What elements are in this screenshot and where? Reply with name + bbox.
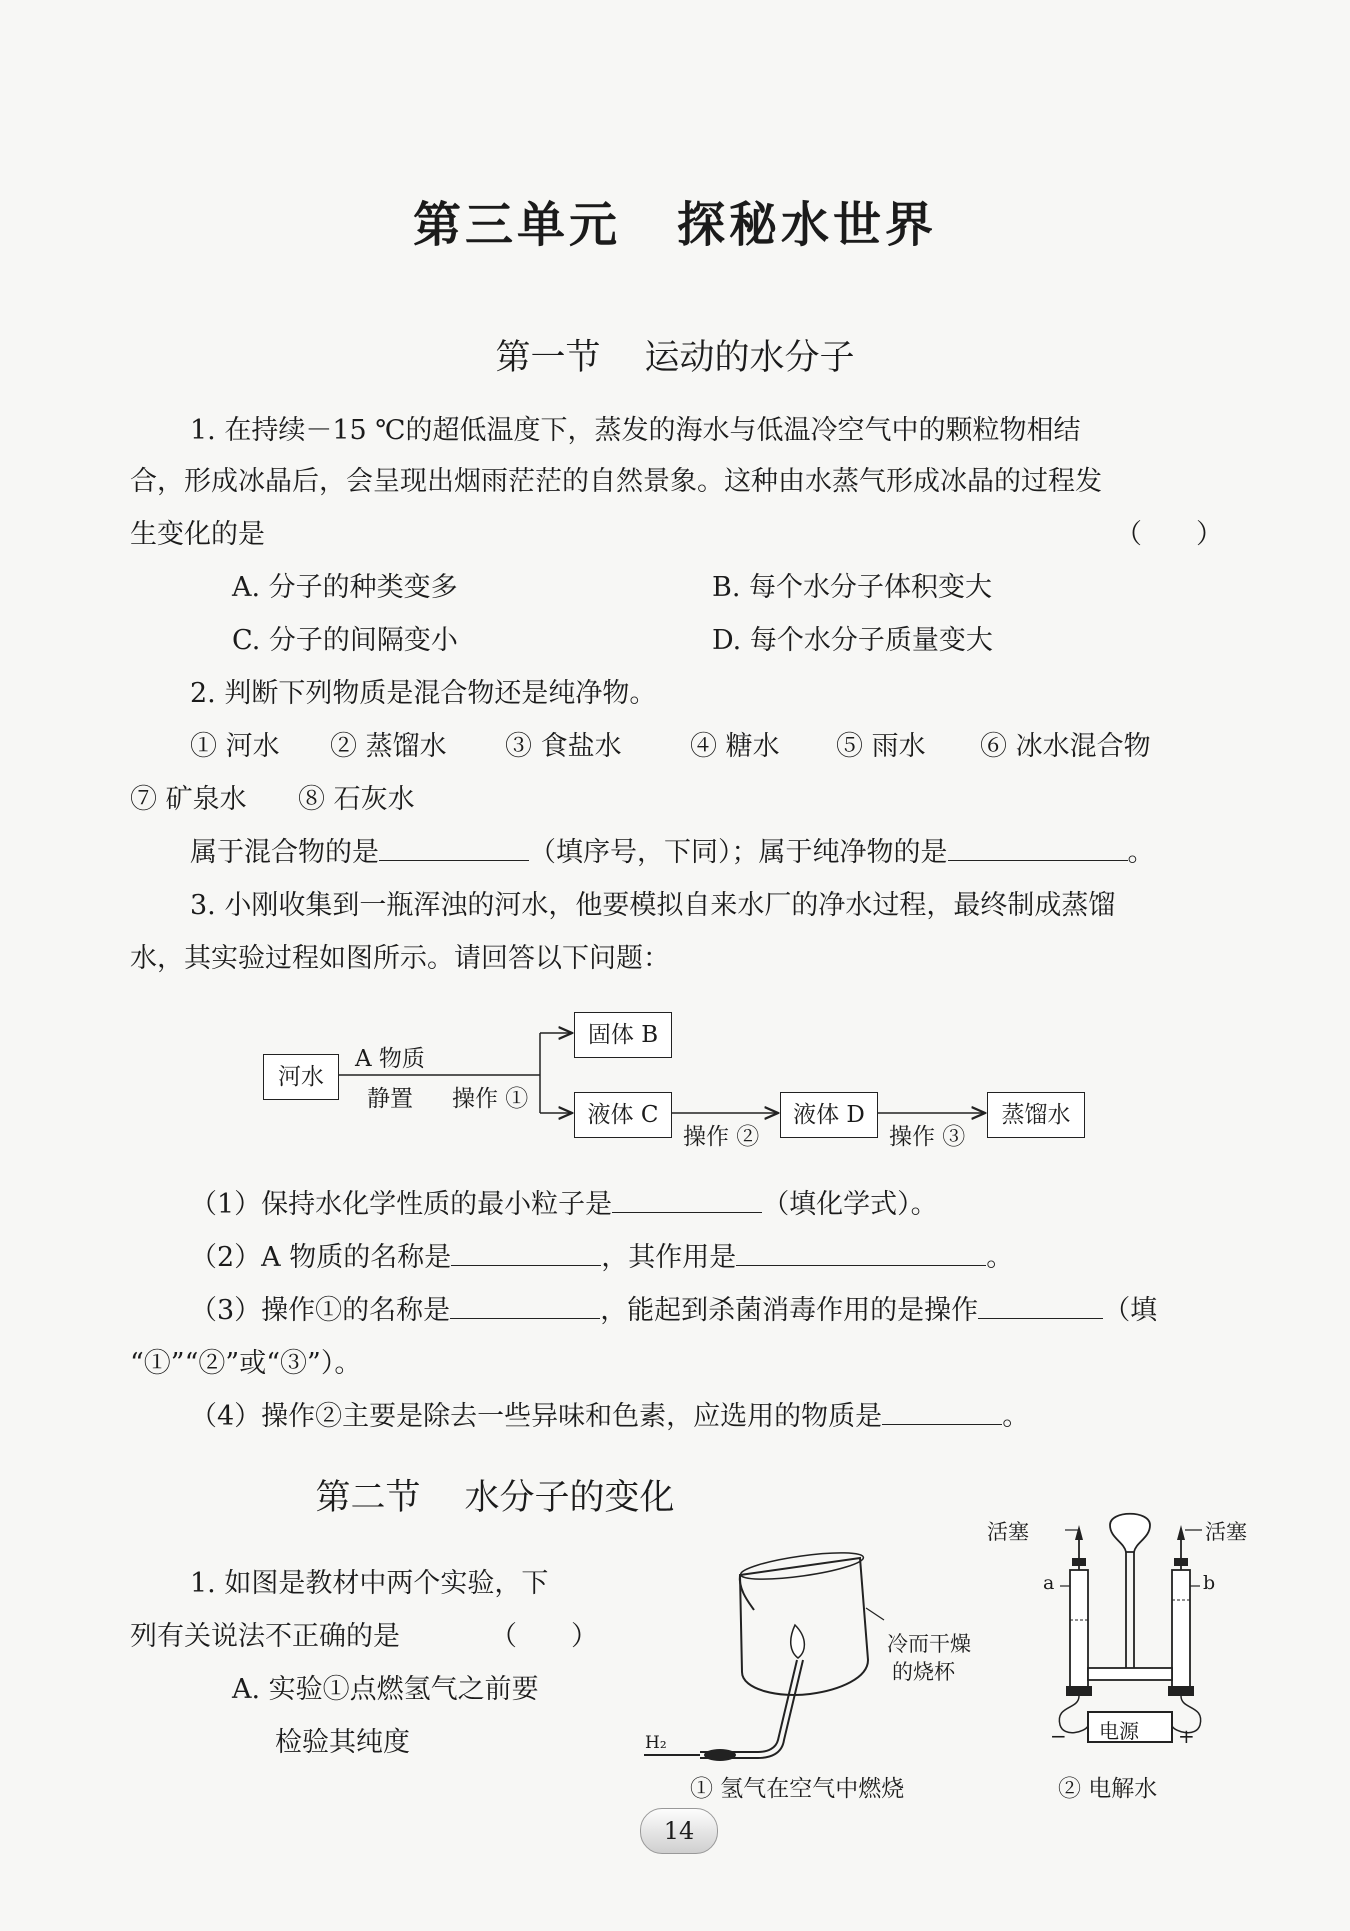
q3-sub4-end: 。 xyxy=(1002,1401,1030,1432)
s2q1-line1: 1. 如图是教材中两个实验，下 xyxy=(190,1568,549,1599)
q1-line2: 合，形成冰晶后，会呈现出烟雨茫茫的自然景象。这种由水蒸气形成冰晶的过程发 xyxy=(130,466,1102,497)
q2-fill-line xyxy=(190,834,1155,872)
flow-op3: 操作 ③ xyxy=(889,1124,966,1150)
beaker-label-line1: 冷而干燥 xyxy=(887,1632,971,1656)
negative-terminal: − xyxy=(1050,1724,1067,1748)
q1-line1: 1. 在持续－15 ℃的超低温度下，蒸发的海水与低温冷空气中的颗粒物相结 xyxy=(190,415,1081,446)
section-2-number: 第二节 xyxy=(315,1478,421,1518)
q2-item-3: ③ 食盐水 xyxy=(505,731,622,762)
q3-sub2-middle: ，其作用是 xyxy=(601,1242,737,1273)
q1-answer-paren[interactable]: （ ） xyxy=(1115,519,1223,550)
q3-sub3 xyxy=(190,1292,1157,1330)
q3-sub2-text: （2）A 物质的名称是 xyxy=(190,1242,452,1273)
q2-mixture-blank[interactable] xyxy=(379,834,529,861)
flow-distilled: 蒸馏水 xyxy=(987,1092,1085,1138)
q3-sub1-blank[interactable] xyxy=(612,1186,762,1213)
q1-option-c[interactable]: C. 分子的间隔变小 xyxy=(232,625,458,656)
q3-sub3-blank-name[interactable] xyxy=(450,1292,600,1319)
s2q1-line2: 列有关说法不正确的是 xyxy=(130,1621,400,1652)
q2-item-2: ② 蒸馏水 xyxy=(330,731,447,762)
q3-sub2-blank-role[interactable] xyxy=(736,1239,986,1266)
figure-1-caption: ① 氢气在空气中燃烧 xyxy=(690,1776,905,1802)
q3-sub3-middle: ，能起到杀菌消毒作用的是操作 xyxy=(600,1295,979,1326)
q3-sub2-end: 。 xyxy=(986,1242,1014,1273)
q2-line1: 2. 判断下列物质是混合物还是纯净物。 xyxy=(190,678,657,709)
s2q1-option-a-line2[interactable]: 检验其纯度 xyxy=(275,1727,410,1758)
q2-item-4: ④ 糖水 xyxy=(690,731,780,762)
page-number: 14 xyxy=(640,1808,718,1854)
q3-sub3-text: （3）操作①的名称是 xyxy=(190,1295,451,1326)
flow-liquid-c: 液体 C xyxy=(574,1092,672,1138)
unit-title xyxy=(0,186,1350,255)
flow-river: 河水 xyxy=(263,1054,339,1100)
tube-b-label: b xyxy=(1203,1572,1216,1594)
glass-tube-icon xyxy=(644,1660,803,1761)
flow-solid-b: 固体 B xyxy=(574,1012,672,1058)
q3-sub3-tail: （填 xyxy=(1103,1295,1158,1326)
q2-fill-end: 。 xyxy=(1127,837,1155,868)
q1-option-a[interactable]: A. 分子的种类变多 xyxy=(232,572,458,603)
q3-line1: 3. 小刚收集到一瓶浑浊的河水，他要模拟自来水厂的净水过程，最终制成蒸馏 xyxy=(190,890,1116,921)
q3-sub4-text: （4）操作②主要是除去一些异味和色素，应选用的物质是 xyxy=(190,1401,883,1432)
h2-label: H₂ xyxy=(645,1733,667,1753)
section-2-name: 水分子的变化 xyxy=(464,1478,675,1518)
q3-sub2 xyxy=(190,1239,1013,1277)
section-1-name: 运动的水分子 xyxy=(644,338,855,378)
q2-item-1: ① 河水 xyxy=(190,731,280,762)
section-1-number: 第一节 xyxy=(495,338,601,378)
section-2-title xyxy=(0,1470,1170,1520)
q2-fill-middle: （填序号，下同）；属于纯净物的是 xyxy=(529,837,948,868)
power-label: 电源 xyxy=(1099,1719,1139,1743)
tube-a-label: a xyxy=(1043,1572,1055,1594)
flame-icon xyxy=(791,1625,805,1658)
unit-name: 探秘水世界 xyxy=(677,197,938,253)
q2-fill-prefix: 属于混合物的是 xyxy=(190,837,379,868)
q1-option-d[interactable]: D. 每个水分子质量变大 xyxy=(712,625,993,656)
q2-item-5: ⑤ 雨水 xyxy=(836,731,926,762)
q2-pure-blank[interactable] xyxy=(948,834,1128,861)
q2-item-6: ⑥ 冰水混合物 xyxy=(980,731,1151,762)
q3-sub1 xyxy=(190,1186,938,1224)
flow-a-substance: A 物质 xyxy=(355,1046,425,1072)
flow-op2: 操作 ② xyxy=(683,1124,760,1150)
figure-2-caption: ② 电解水 xyxy=(1058,1776,1158,1802)
q3-sub3-blank-op[interactable] xyxy=(978,1292,1103,1319)
inverted-beaker-icon xyxy=(739,1547,868,1695)
q3-sub4-blank[interactable] xyxy=(882,1398,1002,1425)
unit-number: 第三单元 xyxy=(412,197,621,253)
q3-sub1-suffix: （填化学式）。 xyxy=(762,1189,938,1220)
q2-item-7: ⑦ 矿泉水 xyxy=(130,784,247,815)
q3-line2: 水，其实验过程如图所示。请回答以下问题： xyxy=(130,943,670,974)
right-valve-label: 活塞 xyxy=(1205,1520,1247,1544)
q3-sub2-blank-name[interactable] xyxy=(451,1239,601,1266)
q1-line3: 生变化的是 xyxy=(130,519,265,550)
q1-option-b[interactable]: B. 每个水分子体积变大 xyxy=(712,572,993,603)
s2q1-option-a-line1[interactable]: A. 实验①点燃氢气之前要 xyxy=(232,1674,539,1705)
s2q1-answer-paren[interactable]: （ ） xyxy=(490,1621,598,1652)
q3-sub1-text: （1）保持水化学性质的最小粒子是 xyxy=(190,1189,613,1220)
q3-sub4 xyxy=(190,1398,1029,1436)
flow-op1: 操作 ① xyxy=(452,1086,529,1112)
beaker-label-line2: 的烧杯 xyxy=(892,1660,955,1684)
left-valve-label: 活塞 xyxy=(987,1520,1029,1544)
positive-terminal: + xyxy=(1178,1724,1195,1748)
flow-settle: 静置 xyxy=(367,1086,413,1112)
flow-liquid-d: 液体 D xyxy=(780,1092,878,1138)
electrolysis-apparatus-icon xyxy=(1059,1514,1202,1742)
q2-item-8: ⑧ 石灰水 xyxy=(298,784,415,815)
beaker-pointer xyxy=(866,1608,884,1620)
q3-sub3-line2: “①”“②”或“③”）。 xyxy=(130,1348,362,1379)
section-1-title xyxy=(0,330,1350,380)
